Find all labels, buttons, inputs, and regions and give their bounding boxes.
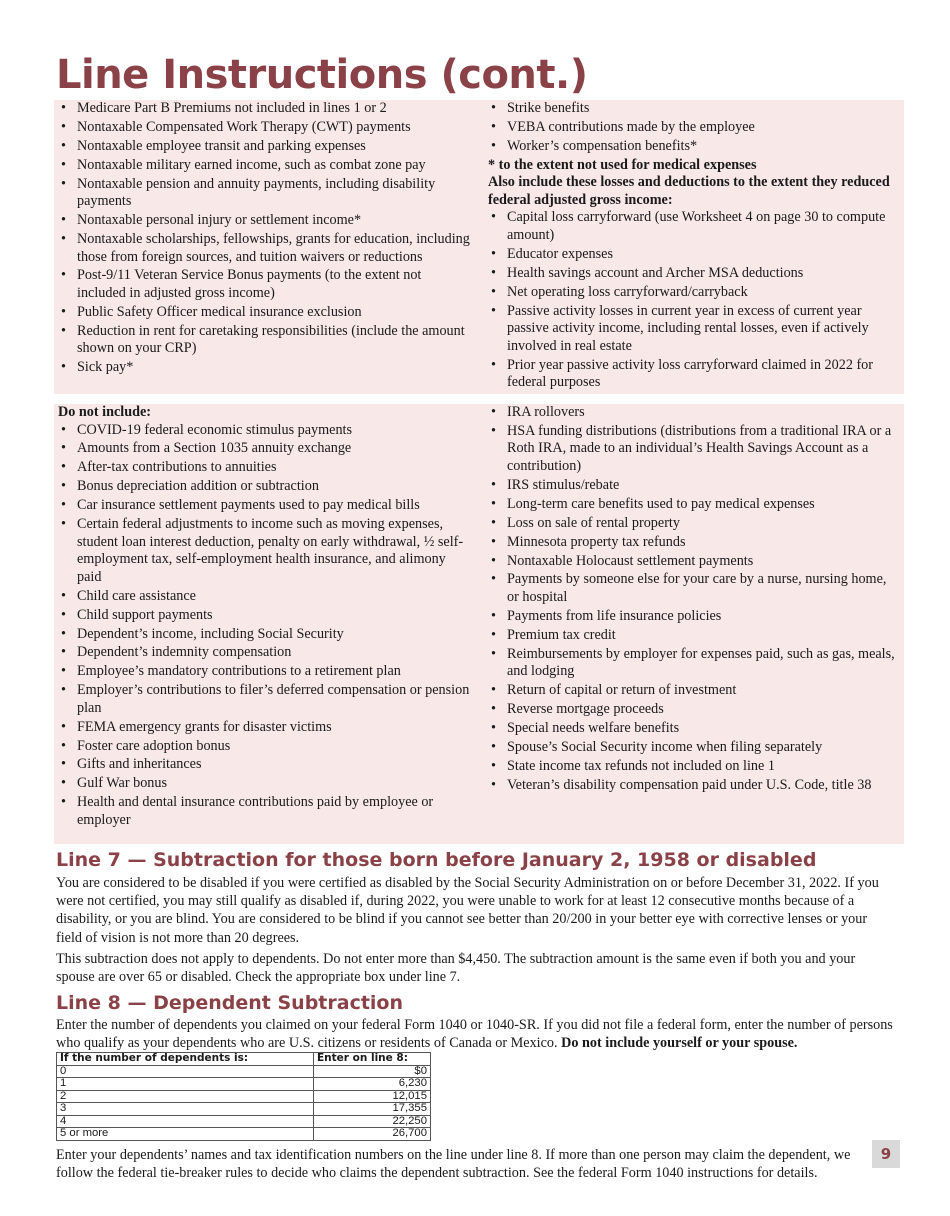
list-item: • Passive activity losses in current year in excess of current year passive activity income, including rental losses, even if actively involved in real estate <box>488 303 900 356</box>
list-item: • Health savings account and Archer MSA deductions <box>488 265 900 283</box>
list-item: • VEBA contributions made by the employee <box>488 119 900 137</box>
list-item: • Long-term care benefits used to pay medical expenses <box>488 496 900 514</box>
table-cell-count: 0 <box>57 1065 314 1078</box>
list-item: • Medicare Part B Premiums not included in lines 1 or 2 <box>58 100 470 118</box>
table-cell-amount: 22,250 <box>314 1115 431 1128</box>
list-item: • Strike benefits <box>488 100 900 118</box>
list-item: • Child support payments <box>58 607 470 625</box>
line7-paragraph-1: You are considered to be disabled if you were certified as disabled by the Social Security Administration on or before December 31, 2022. If you were not certified, you may still qualify as disabled if, during 2022, you were unable to work for at least 12 consecutive months because of a disability, or you are blind. You are considered to be blind if you cannot see better than 20/200 in your better eye with corrective lenses or your field of vision is not more than 20 degrees. <box>56 875 879 946</box>
list-item: • Special needs welfare benefits <box>488 720 900 738</box>
list-item: • Reverse mortgage proceeds <box>488 701 900 719</box>
list-item: • Child care assistance <box>58 588 470 606</box>
exclude-right-column <box>488 404 900 796</box>
list-item: • Loss on sale of rental property <box>488 515 900 533</box>
list-item: • FEMA emergency grants for disaster victims <box>58 719 470 737</box>
list-item: • Employer’s contributions to filer’s deferred compensation or pension plan <box>58 682 470 717</box>
include-left-list <box>58 100 470 377</box>
table-cell-count: 1 <box>57 1078 314 1091</box>
list-item: • Spouse’s Social Security income when filing separately <box>488 739 900 757</box>
list-item: • Employee’s mandatory contributions to a retirement plan <box>58 663 470 681</box>
table-row <box>57 1128 431 1141</box>
line8-paragraph-1-text: Enter the number of dependents you claimed on your federal Form 1040 or 1040-SR. If you did not file a federal form, enter the number of persons who qualify as your dependents who are U.S. citizens or residents of Canada or Mexico. <box>56 1017 893 1052</box>
line8-paragraph-2: Enter your dependents’ names and tax identification numbers on the line under line 8. If more than one person may claim the dependent, we follow the federal tie-breaker rules to decide who claims the dependent subtraction. See the federal Form 1040 instructions for details. <box>56 1147 851 1182</box>
table-cell-amount: 17,355 <box>314 1103 431 1116</box>
dependent-table <box>56 1052 431 1141</box>
exclude-heading: Do not include: <box>58 404 152 420</box>
table-header-count: If the number of dependents is: <box>57 1053 314 1066</box>
list-item: • Capital loss carryforward (use Worksheet 4 on page 30 to compute amount) <box>488 209 900 244</box>
list-item: • Payments by someone else for your care by a nurse, nursing home, or hospital <box>488 571 900 606</box>
list-item: • Nontaxable employee transit and parking expenses <box>58 138 470 156</box>
include-box <box>54 100 904 394</box>
line7-paragraph-2: This subtraction does not apply to dependents. Do not enter more than $4,450. The subtraction amount is the same even if both you and your spouse are over 65 or disabled. Check the appropriate box under line 7. <box>56 951 856 986</box>
line8-paragraph-1 <box>56 1016 896 1052</box>
list-item: • Minnesota property tax refunds <box>488 534 900 552</box>
line8-paragraph-1-bold: Do not include yourself or your spouse. <box>561 1035 798 1052</box>
dependent-table-body <box>57 1065 431 1140</box>
table-row <box>57 1078 431 1091</box>
list-item: • Premium tax credit <box>488 627 900 645</box>
list-item: • Nontaxable Holocaust settlement payments <box>488 553 900 571</box>
list-item: • Nontaxable personal injury or settlement income* <box>58 212 470 230</box>
table-cell-amount: 26,700 <box>314 1128 431 1141</box>
table-cell-amount: $0 <box>314 1065 431 1078</box>
table-row <box>57 1115 431 1128</box>
list-item: • Dependent’s indemnity compensation <box>58 644 470 662</box>
list-item: • Bonus depreciation addition or subtraction <box>58 478 470 496</box>
list-item: • Public Safety Officer medical insurance exclusion <box>58 304 470 322</box>
list-item: • Educator expenses <box>488 246 900 264</box>
list-item: • Nontaxable scholarships, fellowships, grants for education, including those from foreign sources, and tuition waivers or reductions <box>58 231 470 266</box>
footnote: * to the extent not used for medical expenses <box>488 156 757 173</box>
list-item: • COVID-19 federal economic stimulus payments <box>58 422 470 440</box>
list-item: • Amounts from a Section 1035 annuity exchange <box>58 440 470 458</box>
list-item: • Return of capital or return of investment <box>488 682 900 700</box>
include-left-column <box>58 100 470 378</box>
list-item: • Nontaxable Compensated Work Therapy (CWT) payments <box>58 119 470 137</box>
losses-list <box>488 209 900 391</box>
list-item: • Veteran’s disability compensation paid under U.S. Code, title 38 <box>488 777 900 795</box>
table-cell-count: 5 or more <box>57 1128 314 1141</box>
list-item: • IRA rollovers <box>488 404 900 422</box>
exclude-left-column <box>58 404 470 831</box>
list-item: • State income tax refunds not included on line 1 <box>488 758 900 776</box>
include-right-list <box>488 100 900 155</box>
list-item: • Net operating loss carryforward/carryback <box>488 284 900 302</box>
list-item: • Nontaxable pension and annuity payments, including disability payments <box>58 176 470 211</box>
list-item: • Prior year passive activity loss carryforward claimed in 2022 for federal purposes <box>488 357 900 392</box>
list-item: • Sick pay* <box>58 359 470 377</box>
list-item: • Reimbursements by employer for expenses paid, such as gas, meals, and lodging <box>488 646 900 681</box>
exclude-box <box>54 404 904 844</box>
include-right-column <box>488 100 900 393</box>
table-header-row <box>57 1053 431 1066</box>
list-item: • Payments from life insurance policies <box>488 608 900 626</box>
losses-heading: Also include these losses and deductions to the extent they reduced federal adjusted gross income: <box>488 174 890 208</box>
exclude-left-list <box>58 422 470 830</box>
table-cell-amount: 6,230 <box>314 1078 431 1091</box>
table-cell-count: 4 <box>57 1115 314 1128</box>
line8-heading: Line 8 — Dependent Subtraction <box>56 992 404 1014</box>
table-row <box>57 1065 431 1078</box>
list-item: • IRS stimulus/rebate <box>488 477 900 495</box>
page-number: 9 <box>872 1140 900 1168</box>
list-item: • Gulf War bonus <box>58 775 470 793</box>
list-item: • Worker’s compensation benefits* <box>488 138 900 156</box>
exclude-right-list <box>488 404 900 794</box>
list-item: • Health and dental insurance contributions paid by employee or employer <box>58 794 470 829</box>
table-row <box>57 1103 431 1116</box>
list-item: • Reduction in rent for caretaking responsibilities (include the amount shown on your CRP) <box>58 323 470 358</box>
list-item: • Certain federal adjustments to income such as moving expenses, student loan interest deduction, penalty on early withdrawal, ½ self-employment tax, self-employment health insurance, and alimony paid <box>58 516 470 586</box>
table-cell-count: 3 <box>57 1103 314 1116</box>
list-item: • Car insurance settlement payments used to pay medical bills <box>58 497 470 515</box>
list-item: • Foster care adoption bonus <box>58 738 470 756</box>
list-item: • Gifts and inheritances <box>58 756 470 774</box>
table-row <box>57 1090 431 1103</box>
table-cell-count: 2 <box>57 1090 314 1103</box>
table-cell-amount: 12,015 <box>314 1090 431 1103</box>
list-item: • Nontaxable military earned income, such as combat zone pay <box>58 157 470 175</box>
page-title: Line Instructions (cont.) <box>56 52 588 98</box>
list-item: • Post-9/11 Veteran Service Bonus payments (to the extent not included in adjusted gross income) <box>58 267 470 302</box>
list-item: • HSA funding distributions (distributions from a traditional IRA or a Roth IRA, made to an individual’s Health Savings Account as a contribution) <box>488 423 900 476</box>
list-item: • Dependent’s income, including Social Security <box>58 626 470 644</box>
list-item: • After-tax contributions to annuities <box>58 459 470 477</box>
table-header-amount: Enter on line 8: <box>314 1053 431 1066</box>
line7-heading: Line 7 — Subtraction for those born before January 2, 1958 or disabled <box>56 849 817 871</box>
